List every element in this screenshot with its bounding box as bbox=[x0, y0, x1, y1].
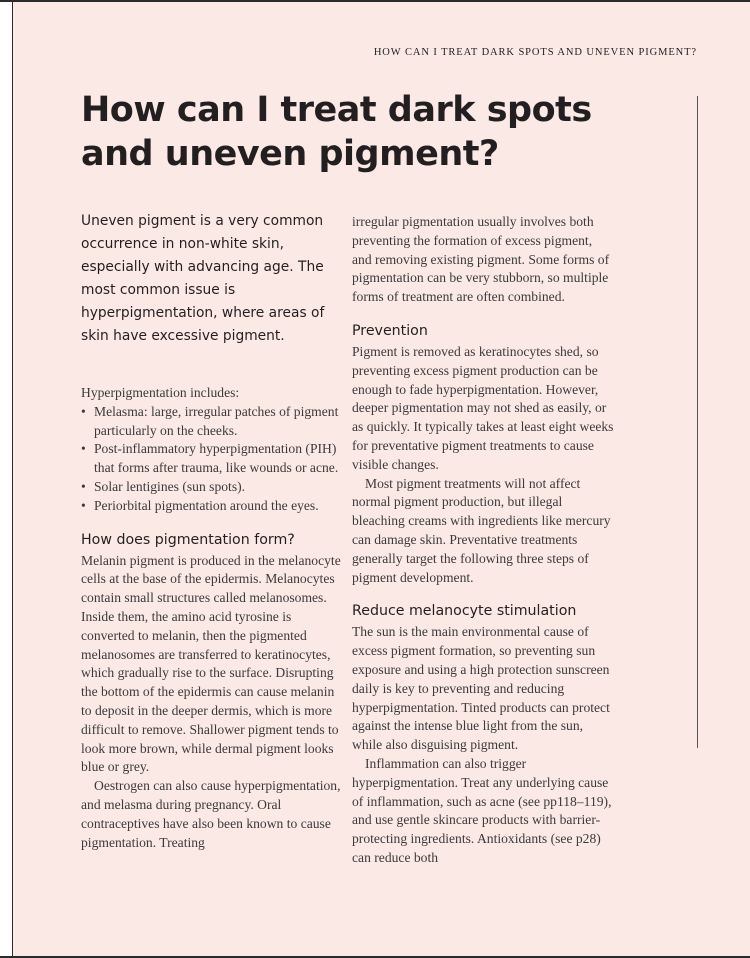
list-item: • Melasma: large, irregular patches of pigment particularly on the cheeks. bbox=[81, 403, 339, 438]
hyperpigmentation-list bbox=[81, 403, 343, 516]
book-page bbox=[12, 2, 750, 957]
melanocyte-paragraph-2: Inflammation can also trigger hyperpigmentation. Treat any underlying cause of inflammation, such as acne (see pp118–119), and use gentle skincare products with barrier-protecting ingredients. Antioxidants (see p28) can reduce both bbox=[352, 755, 612, 865]
section-heading-melanocyte: Reduce melanocyte stimulation bbox=[352, 603, 577, 620]
running-head: HOW CAN I TREAT DARK SPOTS AND UNEVEN PIGMENT? bbox=[373, 47, 697, 58]
pigmentation-paragraph-2: Oestrogen can also cause hyperpigmentation, and melasma during pregnancy. Oral contraceptives have also been known to cause pigmentation. Treating bbox=[81, 778, 341, 850]
left-column bbox=[81, 210, 343, 852]
list-item: • Post-inflammatory hyperpigmentation (PIH) that forms after trauma, like wounds or acne. bbox=[81, 441, 339, 476]
continuation-paragraph: irregular pigmentation usually involves both preventing the formation of excess pigment, and removing existing pigment. Some forms of pigmentation can be very stubborn, so multiple forms of treatment are often combined. bbox=[352, 214, 610, 305]
pigmentation-paragraph-1: Melanin pigment is produced in the melanocyte cells at the base of the epidermis. Melanocytes contain small structures called melanosomes. Inside them, the amino acid tyrosine is converted to melanin, then the pigmented melanosomes are transferred to keratinocytes, which gradually rise to the surface. Disrupting the bottom of the epidermis can cause melanin to deposit in the deeper dermis, which is more difficult to remove. Shallower pigment tends to look more brown, while dermal pigment looks blue or grey. bbox=[81, 552, 341, 775]
prevention-paragraph-2: Most pigment treatments will not affect normal pigment production, but illegal bleaching creams with ingredients like mercury can damage skin. Preventative treatments generally target the following three steps of pigment development. bbox=[352, 475, 611, 585]
section-heading-prevention: Prevention bbox=[352, 322, 428, 339]
prevention-paragraph-1: Pigment is removed as keratinocytes shed, so preventing excess pigment production can be enough to fade hyperpigmentation. However, deeper pigmentation may not shed as easily, or as quickly. It typically takes at least eight weeks for preventative pigment treatments to cause visible changes. bbox=[352, 343, 614, 472]
intro-paragraph: Uneven pigment is a very common occurrence in non-white skin, especially with advancing age. The most common issue is hyperpigmentation, where areas of skin have excessive pigment. bbox=[81, 213, 325, 344]
section-heading-pigmentation: How does pigmentation form? bbox=[81, 531, 295, 548]
list-item: • Periorbital pigmentation around the eyes. bbox=[81, 497, 343, 516]
margin-rule bbox=[697, 96, 698, 748]
right-column bbox=[352, 213, 614, 868]
bullet-icon: • bbox=[81, 403, 86, 419]
bullet-icon: • bbox=[81, 478, 86, 494]
list-item: • Solar lentigines (sun spots). bbox=[81, 478, 343, 497]
page-title: How can I treat dark spots and uneven pigment? bbox=[81, 90, 592, 174]
melanocyte-paragraph-1: The sun is the main environmental cause of excess pigment formation, so preventing sun exposure and using a high protection sunscreen daily is key to preventing and reducing hyperpigmentation. Tinted products can protect against the intense blue light from the sun, while also disguising pigment. bbox=[352, 624, 610, 753]
hyperpigmentation-intro: Hyperpigmentation includes: bbox=[81, 385, 240, 400]
bullet-icon: • bbox=[81, 497, 86, 513]
bullet-icon: • bbox=[81, 441, 86, 457]
